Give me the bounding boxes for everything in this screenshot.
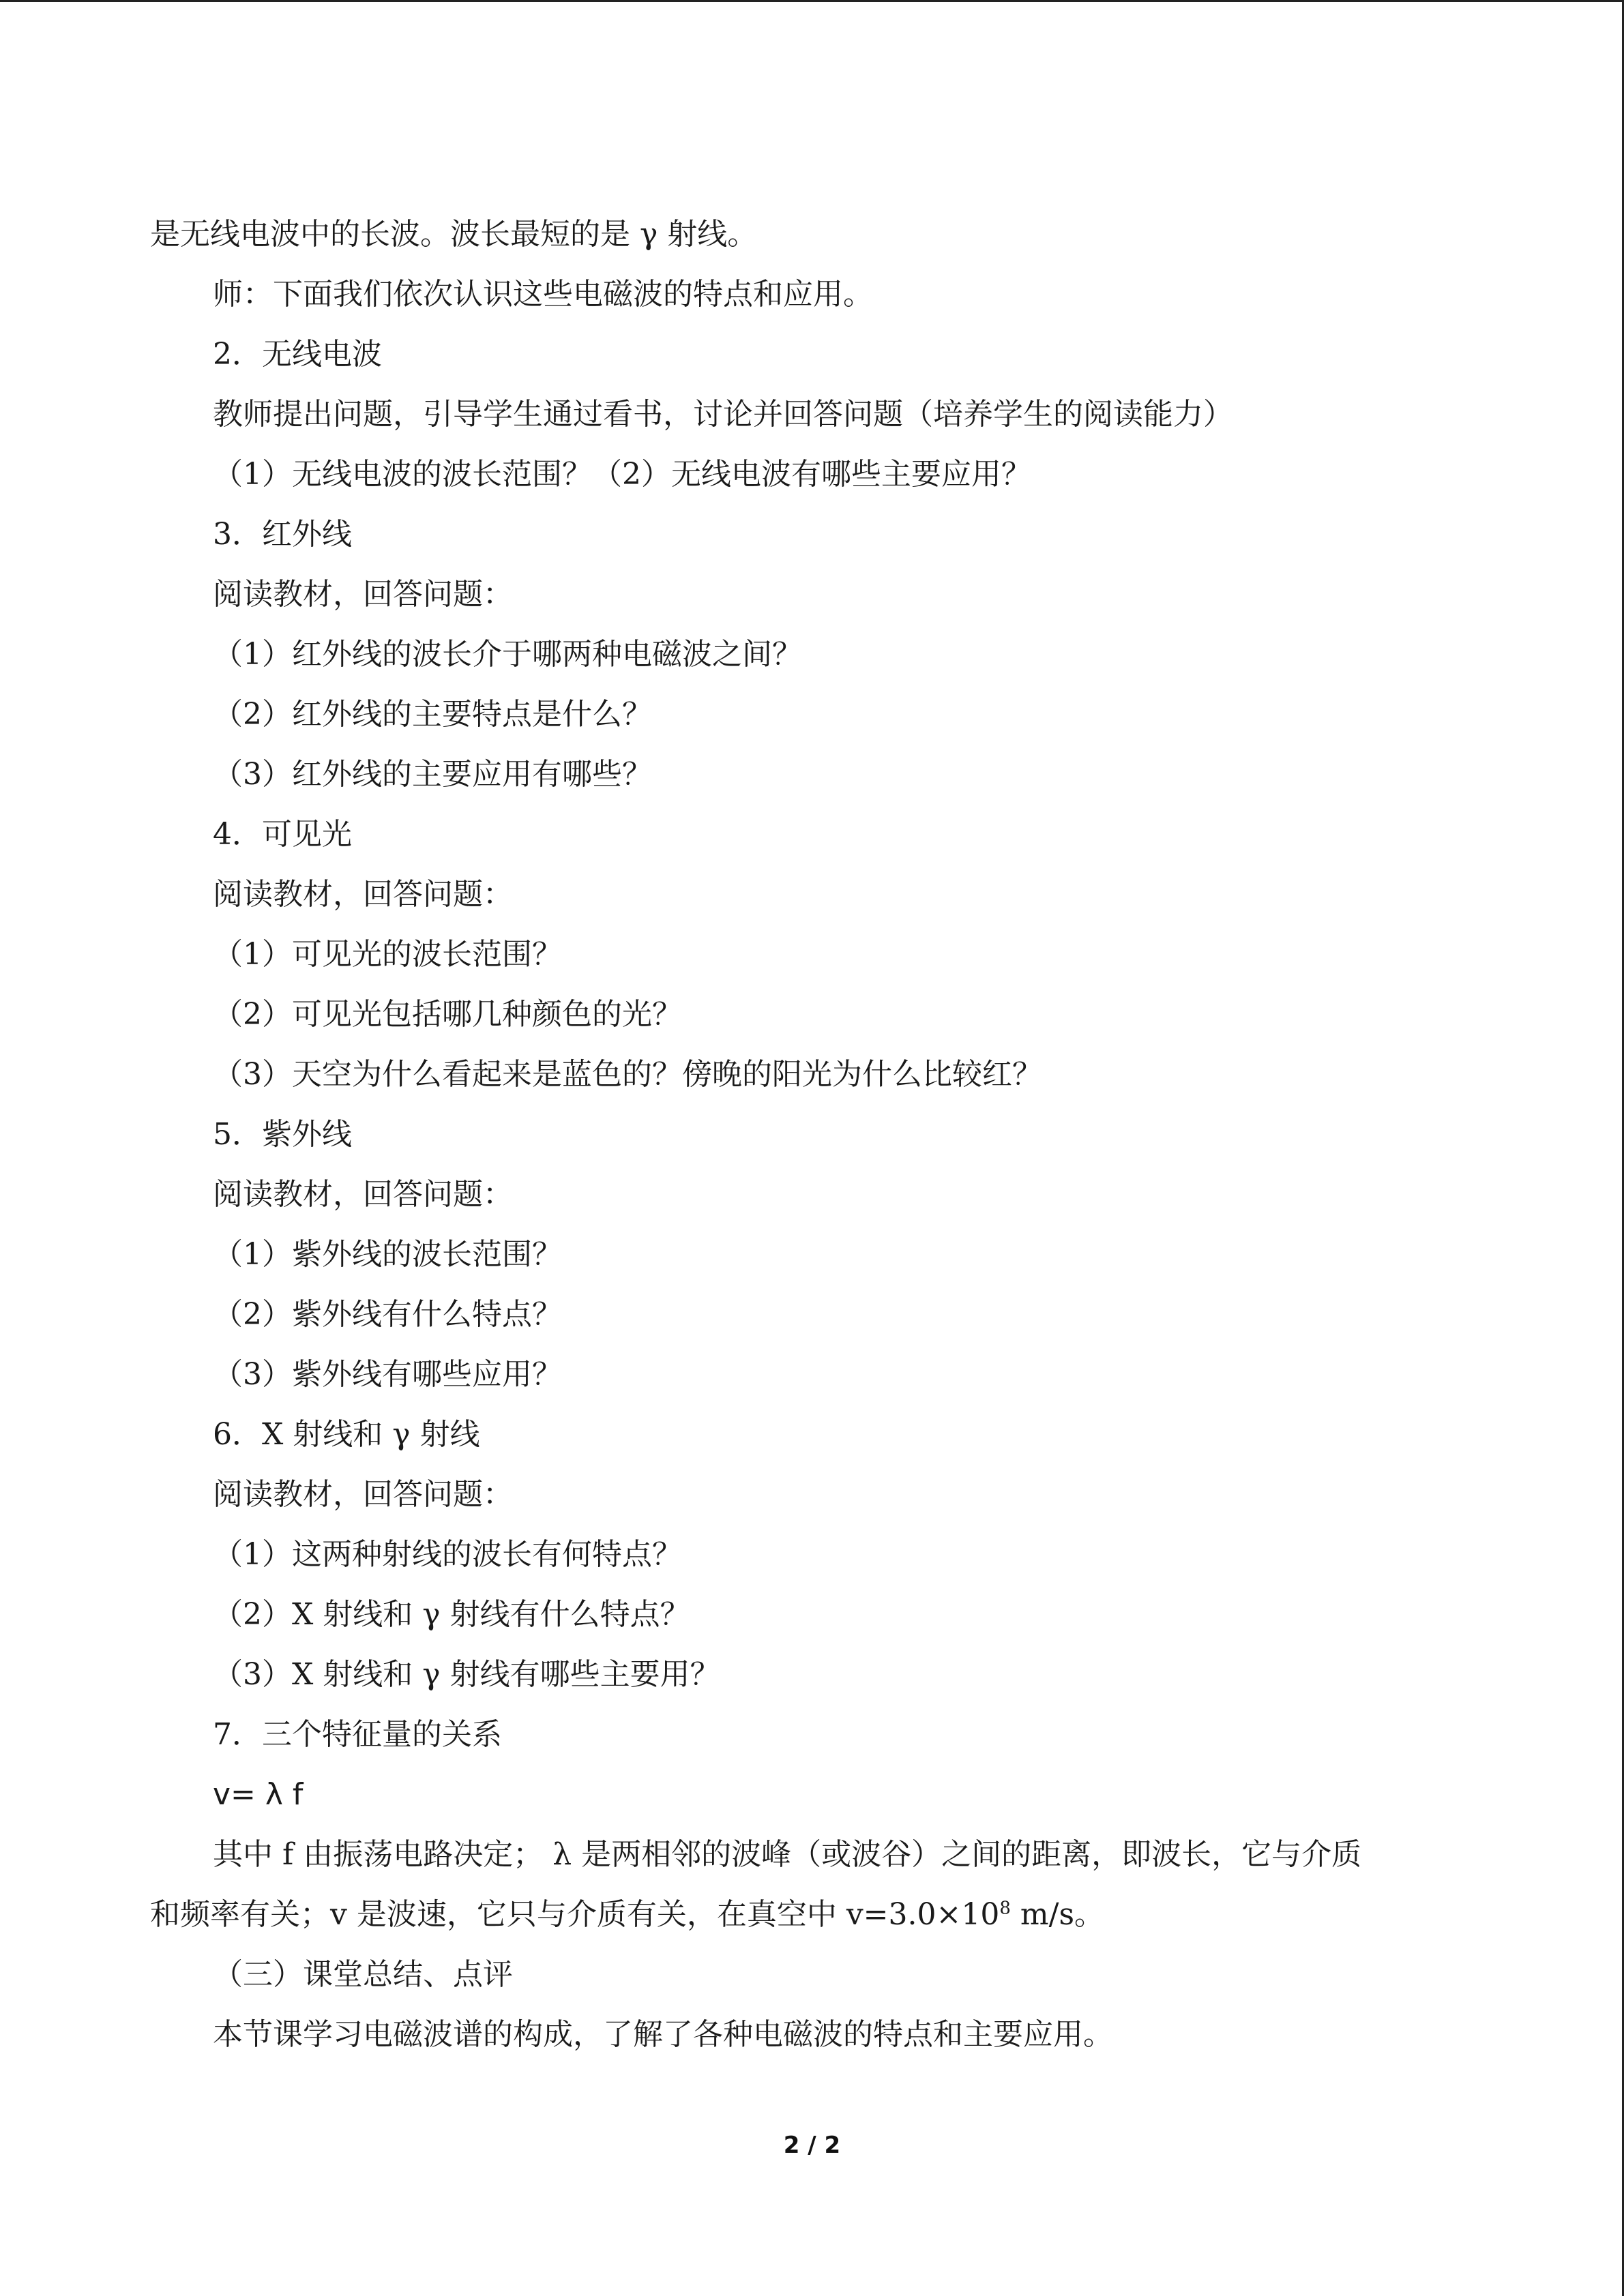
section-heading-relation: 7．三个特征量的关系 bbox=[213, 1717, 502, 1752]
text-line: 是无线电波中的长波。波长最短的是 γ 射线。 bbox=[150, 217, 758, 252]
summary-text: 本节课学习电磁波谱的构成，了解了各种电磁波的特点和主要应用。 bbox=[213, 2017, 1113, 2052]
document-body bbox=[150, 205, 1480, 2065]
speed-of-light-line bbox=[150, 1885, 1480, 1945]
question-line: （1）紫外线的波长范围？ bbox=[213, 1237, 562, 1272]
question-line: （2）红外线的主要特点是什么？ bbox=[213, 697, 652, 732]
question-line: （3）紫外线有哪些应用？ bbox=[213, 1357, 562, 1392]
question-line: （2）可见光包括哪几种颜色的光？ bbox=[213, 997, 682, 1032]
text-line: 教师提出问题，引导学生通过看书，讨论并回答问题（培养学生的阅读能力） bbox=[213, 397, 1233, 432]
question-line: （1）这两种射线的波长有何特点？ bbox=[213, 1537, 682, 1572]
text-line: 阅读教材，回答问题： bbox=[213, 1477, 513, 1512]
question-line: （1）无线电波的波长范围？（2）无线电波有哪些主要应用？ bbox=[213, 457, 1031, 492]
formula: v= λ f bbox=[213, 1777, 304, 1812]
question-line: （3）红外线的主要应用有哪些？ bbox=[213, 757, 652, 792]
question-line: （1）红外线的波长介于哪两种电磁波之间？ bbox=[213, 637, 802, 672]
section-heading-visible-light: 4．可见光 bbox=[213, 817, 352, 852]
section-heading-radio-waves: 2．无线电波 bbox=[213, 337, 382, 372]
text-line: 阅读教材，回答问题： bbox=[213, 577, 513, 612]
question-line: （2）紫外线有什么特点？ bbox=[213, 1297, 562, 1332]
exponent: 8 bbox=[999, 1898, 1011, 1919]
question-line: （2）X 射线和 γ 射线有什么特点？ bbox=[213, 1597, 690, 1632]
question-line: （3）X 射线和 γ 射线有哪些主要用？ bbox=[213, 1657, 720, 1692]
text-line: 师：下面我们依次认识这些电磁波的特点和应用。 bbox=[213, 277, 873, 312]
section-heading-ultraviolet: 5．紫外线 bbox=[213, 1117, 352, 1152]
text-line: 其中 f 由振荡电路决定； λ 是两相邻的波峰（或波谷）之间的距离，即波长，它与介质 bbox=[213, 1837, 1362, 1872]
question-line: （3）天空为什么看起来是蓝色的？傍晚的阳光为什么比较红？ bbox=[213, 1057, 1042, 1092]
speed-unit: m/s。 bbox=[1010, 1897, 1105, 1932]
text-line: 阅读教材，回答问题： bbox=[213, 1177, 513, 1212]
text-line: 阅读教材，回答问题： bbox=[213, 877, 513, 912]
page-number: 2 / 2 bbox=[783, 2132, 841, 2159]
summary-heading: （三）课堂总结、点评 bbox=[213, 1957, 513, 1992]
section-heading-xray-gamma: 6．X 射线和 γ 射线 bbox=[213, 1417, 480, 1452]
speed-text: 和频率有关；v 是波速，它只与介质有关，在真空中 v=3.0×10 bbox=[150, 1897, 1000, 1932]
section-heading-infrared: 3．红外线 bbox=[213, 517, 352, 552]
question-line: （1）可见光的波长范围？ bbox=[213, 937, 562, 972]
